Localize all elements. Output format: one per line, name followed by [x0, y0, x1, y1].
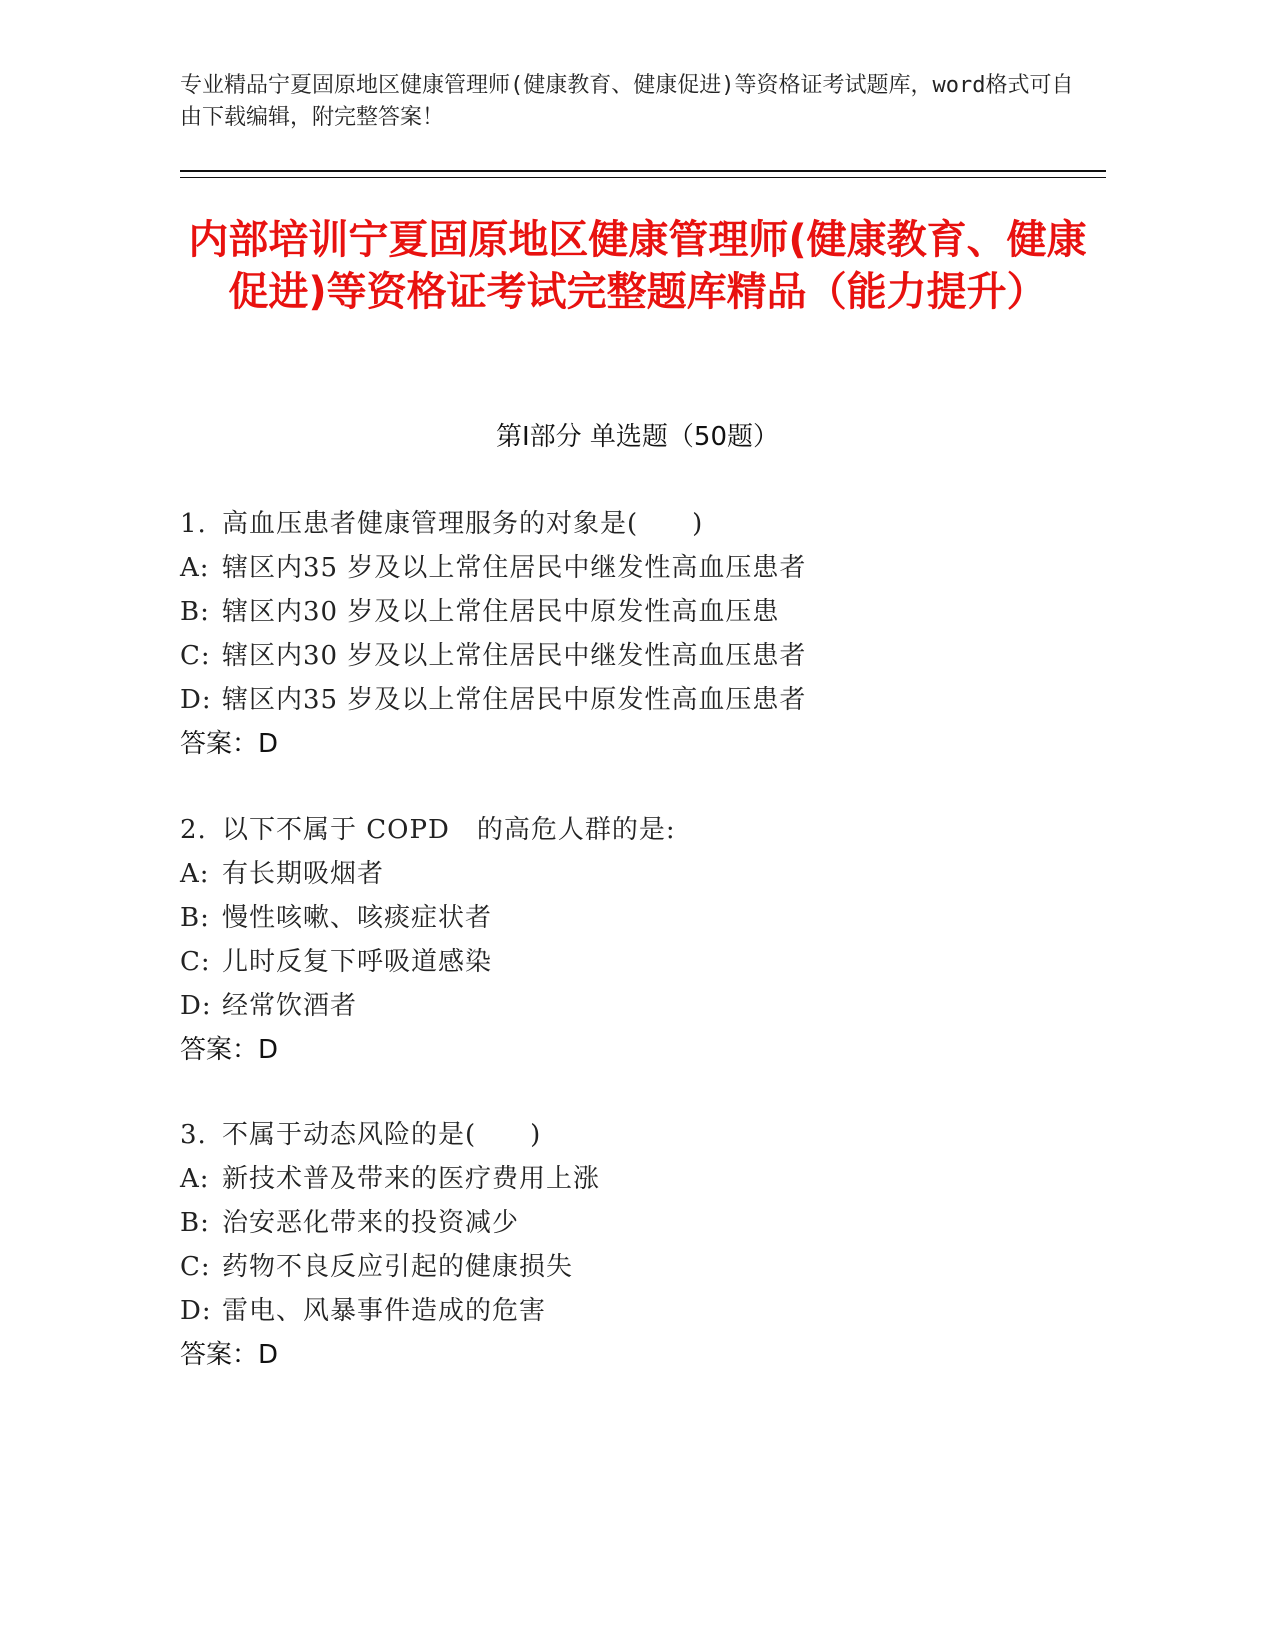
- option-d: [180, 984, 1100, 1028]
- option-text: 药物不良反应引起的健康损失: [222, 1252, 574, 1282]
- question-text: 不属于动态风险的是( ): [222, 1120, 542, 1150]
- option-key: A:: [180, 1164, 210, 1194]
- question-stem: [180, 808, 1100, 852]
- question-number: 1.: [180, 509, 207, 539]
- section-title: 第Ⅰ部分 单选题（50题）: [495, 422, 780, 452]
- option-b: [180, 590, 1100, 634]
- option-b: [180, 1201, 1100, 1245]
- option-text: 儿时反复下呼吸道感染: [222, 947, 493, 977]
- question-text: 以下不属于 COPD 的高危人群的是:: [222, 815, 676, 845]
- option-a: [180, 852, 1100, 896]
- option-key: A:: [180, 859, 210, 889]
- option-text: 辖区内35 岁及以上常住居民中继发性高血压患者: [222, 553, 807, 583]
- option-text: 慢性咳嗽、咳痰症状者: [222, 903, 493, 933]
- option-c: [180, 940, 1100, 984]
- option-key: A:: [180, 553, 210, 583]
- question-text: 高血压患者健康管理服务的对象是( ): [222, 509, 704, 539]
- question-3: [180, 1113, 1100, 1377]
- option-text: 治安恶化带来的投资减少: [222, 1208, 520, 1238]
- option-key: B:: [180, 903, 210, 933]
- option-key: C:: [180, 1252, 211, 1282]
- option-a: [180, 546, 1100, 590]
- option-d: [180, 678, 1100, 722]
- option-key: D:: [180, 685, 212, 715]
- question-number: 2.: [180, 815, 207, 845]
- option-text: 辖区内30 岁及以上常住居民中继发性高血压患者: [222, 641, 807, 671]
- option-key: D:: [180, 991, 212, 1021]
- answer-line: 答案：D: [180, 1340, 279, 1370]
- option-key: D:: [180, 1296, 212, 1326]
- option-d: [180, 1289, 1100, 1333]
- option-text: 经常饮酒者: [222, 991, 358, 1021]
- question-2: [180, 808, 1100, 1072]
- option-key: C:: [180, 641, 211, 671]
- option-text: 新技术普及带来的医疗费用上涨: [222, 1164, 601, 1194]
- option-c: [180, 634, 1100, 678]
- question-stem: [180, 1113, 1100, 1157]
- option-a: [180, 1157, 1100, 1201]
- answer-line: 答案：D: [180, 729, 279, 759]
- option-text: 辖区内35 岁及以上常住居民中原发性高血压患者: [222, 685, 807, 715]
- option-text: 有长期吸烟者: [222, 859, 385, 889]
- header-divider-thick: [180, 170, 1106, 172]
- option-text: 雷电、风暴事件造成的危害: [222, 1296, 547, 1326]
- document-title: 内部培训宁夏固原地区健康管理师(健康教育、健康促进)等资格证考试完整题库精品（能力提升）: [188, 217, 1087, 315]
- question-number: 3.: [180, 1120, 207, 1150]
- option-c: [180, 1245, 1100, 1289]
- option-b: [180, 896, 1100, 940]
- option-key: C:: [180, 947, 211, 977]
- option-key: B:: [180, 597, 210, 627]
- option-text: 辖区内30 岁及以上常住居民中原发性高血压患: [222, 597, 780, 627]
- question-stem: [180, 502, 1100, 546]
- question-1: [180, 502, 1100, 766]
- answer-line: 答案：D: [180, 1035, 279, 1065]
- header-note: 专业精品宁夏固原地区健康管理师(健康教育、健康促进)等资格证考试题库，word格式可自由下载编辑，附完整答案！: [180, 73, 1074, 130]
- option-key: B:: [180, 1208, 210, 1238]
- header-divider-thin: [180, 177, 1106, 178]
